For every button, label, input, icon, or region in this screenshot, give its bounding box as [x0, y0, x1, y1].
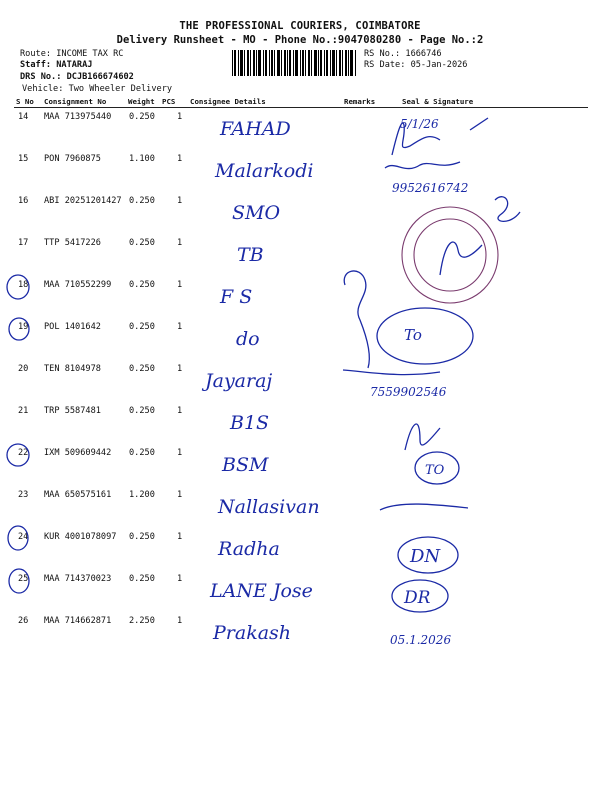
row-weight: 1.100 — [129, 154, 155, 164]
row-handwritten-name: FAHAD — [220, 118, 291, 140]
signature-16 — [495, 197, 520, 222]
col-seal: Seal & Signature — [402, 97, 474, 106]
row-sno: 20 — [18, 364, 29, 374]
staff-value: NATARAJ — [56, 60, 93, 70]
arrow-scribble — [344, 271, 369, 368]
row-pcs: 1 — [177, 532, 183, 542]
signature-20 — [343, 370, 440, 375]
circle-mark-25 — [9, 569, 29, 593]
row-pcs: 1 — [177, 280, 183, 290]
row-pcs: 1 — [177, 238, 183, 248]
circle-mark-18 — [7, 275, 29, 299]
seal-note-15: 9952616742 — [392, 181, 469, 195]
row-handwritten-name: F S — [220, 286, 253, 308]
row-consignment-no: MAA 713975440 — [44, 112, 112, 122]
seal-note-25: DR — [404, 588, 431, 608]
row-sno: 23 — [18, 490, 29, 500]
signature-23 — [380, 504, 468, 510]
seal-note-14: 5/1/26 — [400, 117, 439, 131]
row-pcs: 1 — [177, 154, 183, 164]
seal-note-24: DN — [410, 546, 441, 567]
row-weight: 0.250 — [129, 448, 155, 458]
row-handwritten-name: Prakash — [213, 622, 292, 644]
route-text: Route: INCOME TAX RC — [20, 49, 124, 59]
row-weight: 0.250 — [129, 406, 155, 416]
staff-label: Staff: — [20, 60, 52, 70]
row-weight: 0.250 — [129, 238, 155, 248]
drs-value: DCJB166674602 — [66, 72, 134, 82]
row-sno: 26 — [18, 616, 29, 626]
row-consignment-no: MAA 650575161 — [44, 490, 112, 500]
row-pcs: 1 — [177, 406, 183, 416]
row-consignment-no: PON 7960875 — [44, 154, 101, 164]
drs-label: DRS No.: — [20, 72, 62, 82]
row-pcs: 1 — [177, 490, 183, 500]
row-sno: 19 — [18, 322, 29, 332]
seal-note-20: 7559902546 — [370, 385, 447, 399]
row-pcs: 1 — [177, 364, 183, 374]
row-handwritten-name: Jayaraj — [205, 370, 273, 392]
col-consignment: Consignment No — [44, 97, 107, 106]
seal-note-22: TO — [425, 463, 445, 478]
row-pcs: 1 — [177, 112, 183, 122]
row-handwritten-name: SMO — [232, 202, 281, 224]
row-pcs: 1 — [177, 322, 183, 332]
row-handwritten-name: LANE Jose — [210, 580, 313, 602]
circle-mark-24 — [8, 526, 28, 550]
row-handwritten-name: Malarkodi — [215, 160, 314, 182]
row-sno: 14 — [18, 112, 29, 122]
row-consignment-no: KUR 4001078097 — [44, 532, 117, 542]
row-consignment-no: TTP 5417226 — [44, 238, 101, 248]
row-handwritten-name: TB — [237, 244, 264, 266]
circle-mark-19 — [9, 318, 29, 340]
row-sno: 25 — [18, 574, 29, 584]
row-handwritten-name: Nallasivan — [218, 496, 320, 518]
row-handwritten-name: do — [236, 328, 260, 350]
col-sno: S No — [16, 97, 34, 106]
row-sno: 24 — [18, 532, 29, 542]
row-weight: 0.250 — [129, 364, 155, 374]
row-handwritten-name: Radha — [218, 538, 280, 560]
row-weight: 0.250 — [129, 112, 155, 122]
row-weight: 1.200 — [129, 490, 155, 500]
row-consignment-no: MAA 714662871 — [44, 616, 112, 626]
col-weight: Weight — [128, 97, 155, 106]
row-pcs: 1 — [177, 574, 183, 584]
col-remarks: Remarks — [344, 97, 376, 106]
row-pcs: 1 — [177, 616, 183, 626]
row-weight: 0.250 — [129, 532, 155, 542]
seal-note-26: 05.1.2026 — [390, 633, 452, 647]
round-stamp — [402, 207, 498, 303]
row-weight: 0.250 — [129, 322, 155, 332]
signature-15 — [385, 162, 460, 169]
col-consignee: Consignee Details — [190, 97, 266, 106]
row-handwritten-name: BSM — [222, 454, 269, 476]
seal-note-19: To — [404, 326, 422, 344]
signature-19-circle — [377, 308, 473, 364]
row-consignment-no: MAA 714370023 — [44, 574, 112, 584]
row-consignment-no: IXM 509609442 — [44, 448, 112, 458]
row-consignment-no: ABI 20251201427 — [44, 196, 122, 206]
signature-21 — [405, 424, 440, 450]
row-weight: 0.250 — [129, 196, 155, 206]
row-pcs: 1 — [177, 196, 183, 206]
row-sno: 16 — [18, 196, 29, 206]
row-handwritten-name: B1S — [230, 412, 270, 434]
document-subtitle: Delivery Runsheet - MO - Phone No.:9047080280 - Page No.:2 — [116, 34, 484, 46]
col-pcs: PCS — [162, 97, 176, 106]
signature-17 — [440, 242, 482, 275]
row-sno: 17 — [18, 238, 29, 248]
row-consignment-no: MAA 710552299 — [44, 280, 112, 290]
rs-date: RS Date: 05-Jan-2026 — [364, 60, 468, 70]
row-pcs: 1 — [177, 448, 183, 458]
document-title: THE PROFESSIONAL COURIERS, COIMBATORE — [179, 20, 421, 32]
row-sno: 15 — [18, 154, 29, 164]
circle-mark-22 — [7, 444, 29, 466]
row-consignment-no: TRP 5587481 — [44, 406, 101, 416]
row-sno: 18 — [18, 280, 29, 290]
row-weight: 0.250 — [129, 574, 155, 584]
row-consignment-no: POL 1401642 — [44, 322, 101, 332]
rs-number: RS No.: 1666746 — [364, 49, 442, 59]
row-sno: 22 — [18, 448, 29, 458]
row-sno: 21 — [18, 406, 29, 416]
row-weight: 2.250 — [129, 616, 155, 626]
row-weight: 0.250 — [129, 280, 155, 290]
row-consignment-no: TEN 8104978 — [44, 364, 101, 374]
vehicle-text: Vehicle: Two Wheeler Delivery — [22, 84, 173, 94]
